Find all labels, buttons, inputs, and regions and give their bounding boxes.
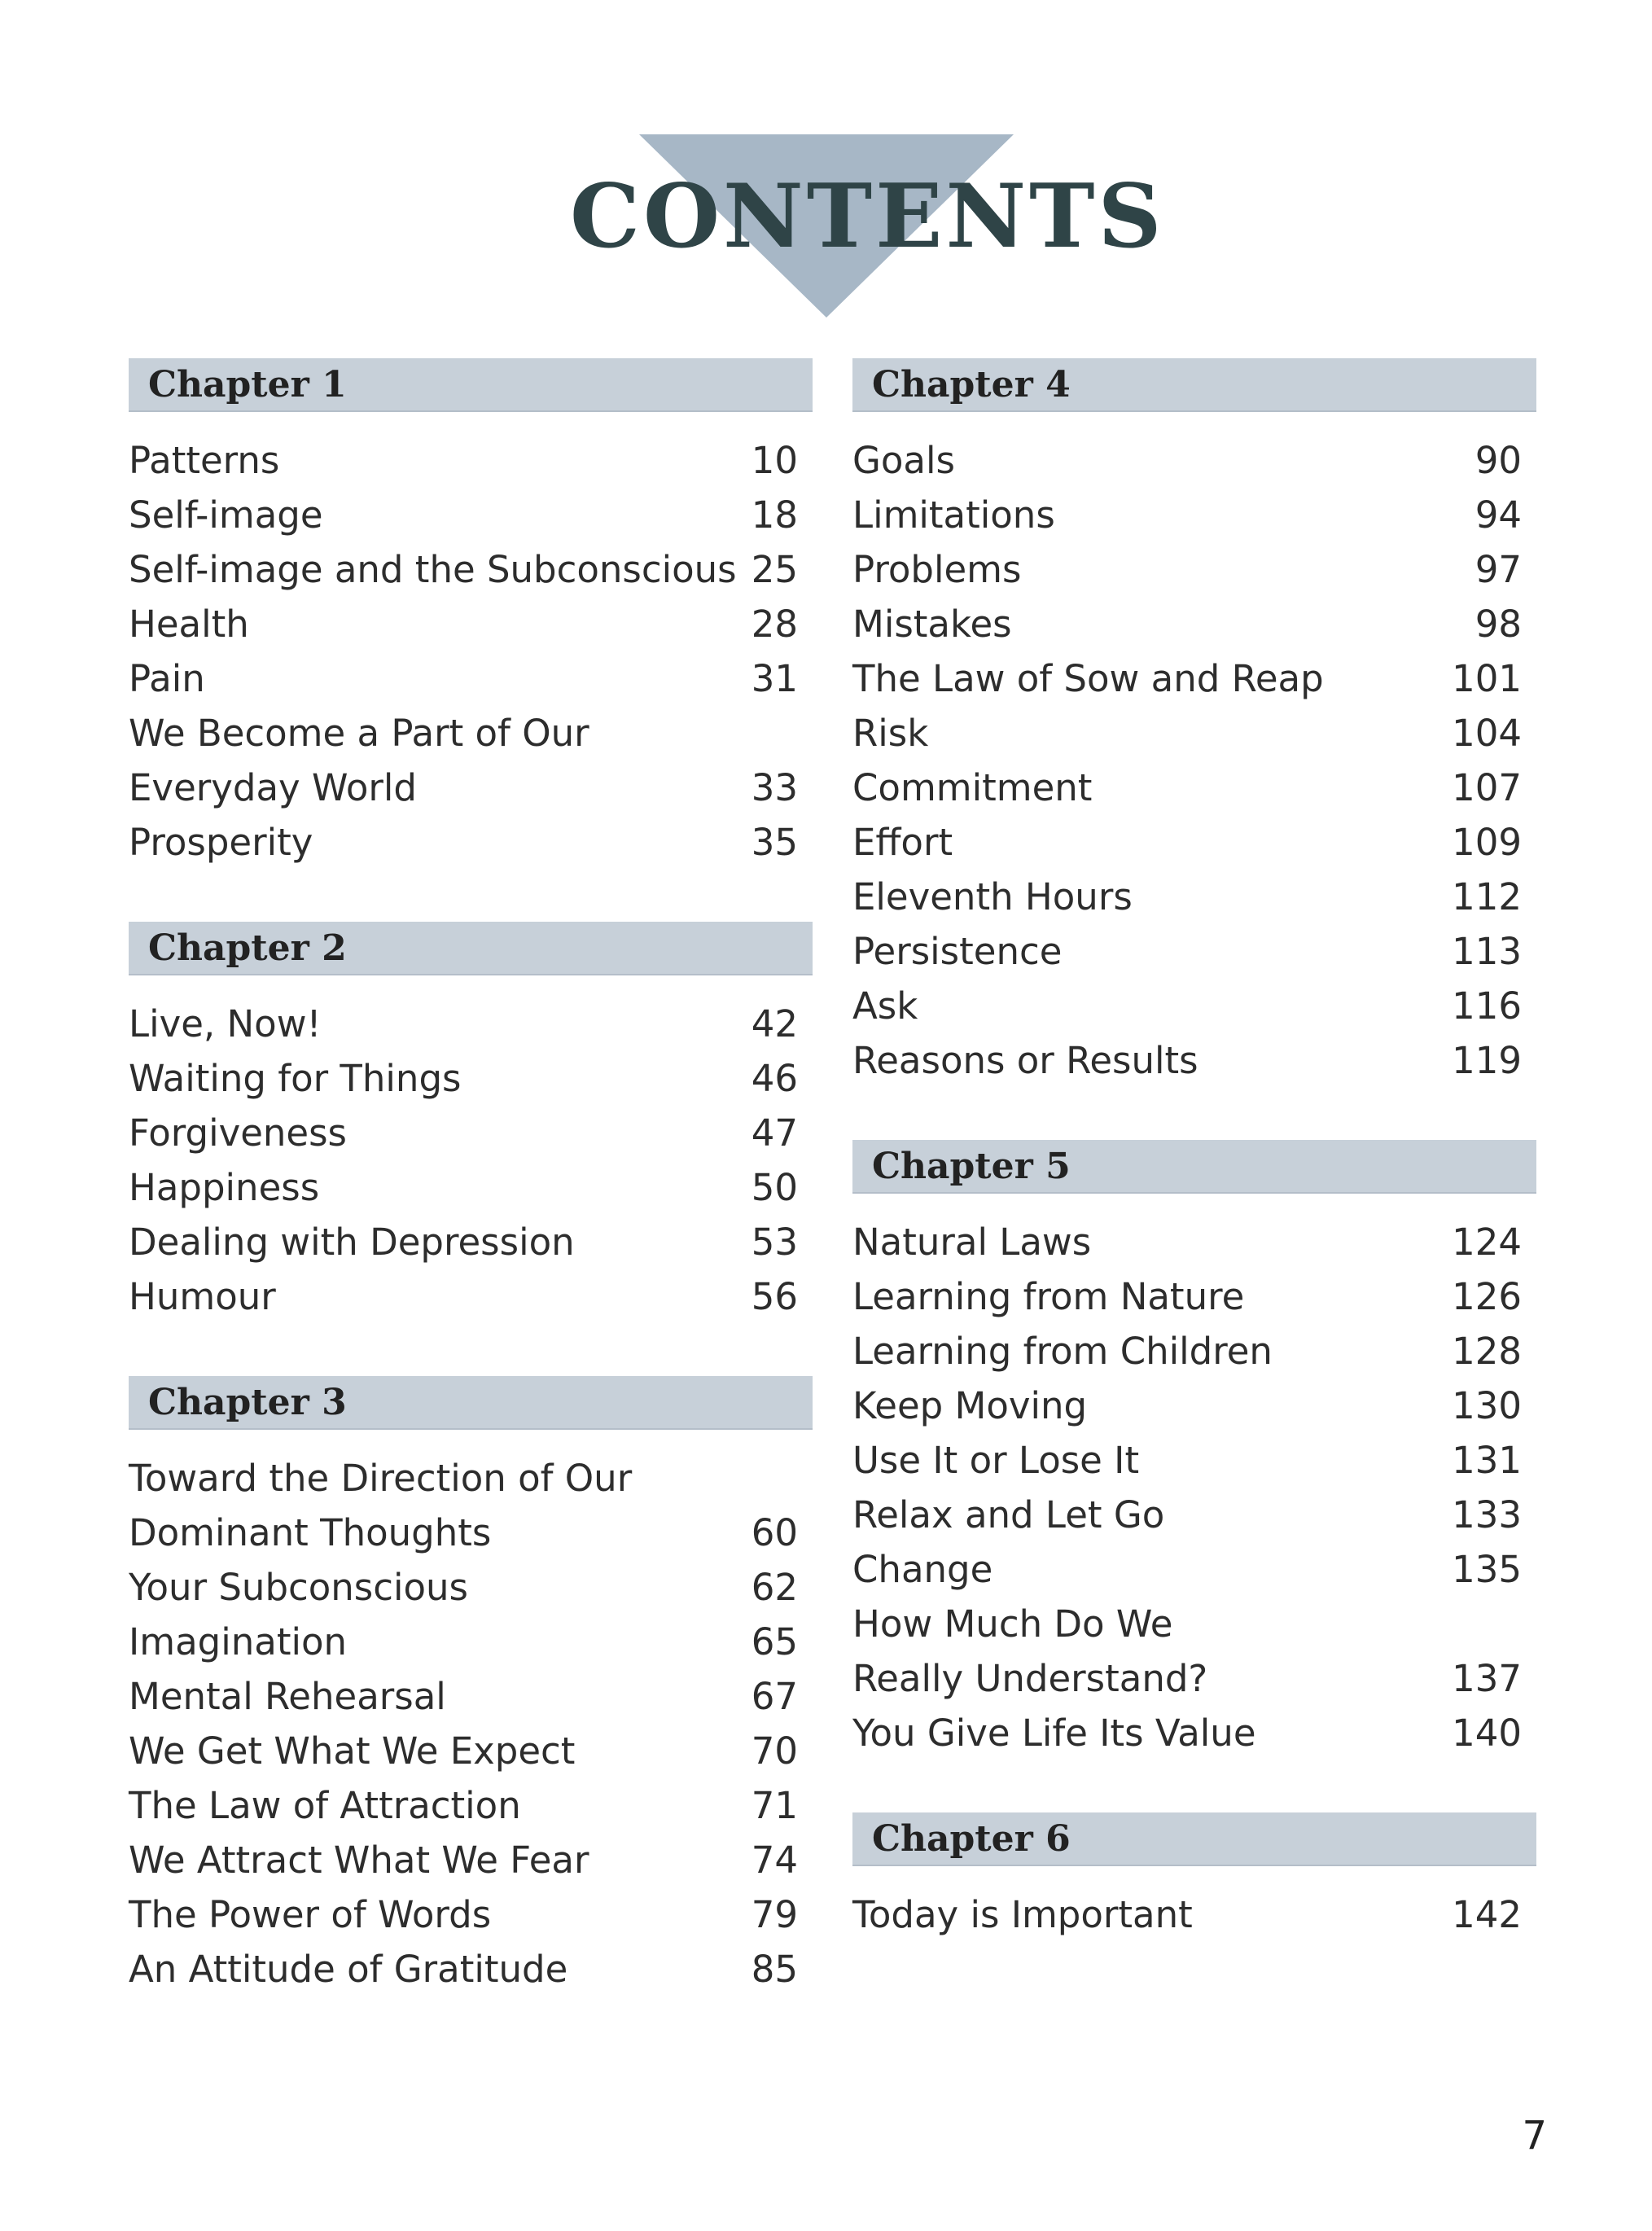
toc-entry <box>129 1106 813 1160</box>
entry-page-number: 109 <box>1452 821 1522 864</box>
chapter-heading: Chapter 5 <box>852 1140 1536 1194</box>
entry-page-number: 18 <box>751 493 798 537</box>
toc-entry <box>852 433 1536 488</box>
toc-entry <box>852 1324 1536 1378</box>
entry-title: You Give Life Its Value <box>852 1712 1256 1755</box>
entry-title: Pain <box>129 657 205 700</box>
entry-page-number: 67 <box>751 1675 798 1718</box>
toc-entry <box>129 1724 813 1778</box>
entry-title: Imagination <box>129 1620 348 1663</box>
entry-page-number: 42 <box>751 1002 798 1045</box>
entry-page-number: 35 <box>751 821 798 864</box>
entry-page-number: 33 <box>751 766 798 809</box>
toc-entry <box>129 815 813 870</box>
chapter-section <box>852 1812 1536 1942</box>
entry-title: Change <box>852 1548 993 1591</box>
toc-entry <box>129 542 813 597</box>
entry-title: The Law of Sow and Reap <box>852 657 1324 700</box>
entry-title: Keep Moving <box>852 1384 1088 1427</box>
entry-title: Happiness <box>129 1166 320 1209</box>
entry-title: Eleventh Hours <box>852 875 1133 918</box>
entry-title: The Power of Words <box>129 1893 492 1936</box>
toc-entry <box>129 433 813 488</box>
entry-page-number: 31 <box>751 657 798 700</box>
entry-title: How Much Do We <box>852 1602 1173 1646</box>
entry-title: Relax and Let Go <box>852 1493 1165 1536</box>
toc-entry <box>852 1269 1536 1324</box>
entry-title: Ask <box>852 984 918 1028</box>
chapter-gap <box>129 1324 813 1376</box>
entry-title: Your Subconscious <box>129 1566 468 1609</box>
entry-page-number: 90 <box>1475 439 1522 482</box>
entry-page-number: 116 <box>1452 984 1522 1028</box>
toc-entry <box>129 1942 813 1997</box>
toc-entry <box>129 1778 813 1833</box>
entry-page-number: 124 <box>1452 1221 1522 1264</box>
entry-title: Forgiveness <box>129 1111 348 1155</box>
entry-title: Prosperity <box>129 821 313 864</box>
entry-page-number: 62 <box>751 1566 798 1609</box>
entry-title: The Law of Attraction <box>129 1784 521 1827</box>
entry-page-number: 113 <box>1452 930 1522 973</box>
toc-entry <box>129 1269 813 1324</box>
toc-entry <box>852 1597 1536 1651</box>
toc-entry <box>129 1669 813 1724</box>
entry-page-number: 130 <box>1452 1384 1522 1427</box>
toc-entry <box>852 706 1536 760</box>
entry-page-number: 10 <box>751 439 798 482</box>
entry-page-number: 46 <box>751 1057 798 1100</box>
entry-page-number: 53 <box>751 1221 798 1264</box>
entry-page-number: 47 <box>751 1111 798 1155</box>
entry-title: Effort <box>852 821 953 864</box>
entry-page-number: 112 <box>1452 875 1522 918</box>
toc-entry <box>852 597 1536 651</box>
entry-title: Patterns <box>129 439 280 482</box>
toc-entry <box>852 1706 1536 1760</box>
entry-page-number: 133 <box>1452 1493 1522 1536</box>
toc-entry <box>129 597 813 651</box>
entry-page-number: 25 <box>751 548 798 591</box>
entry-page-number: 140 <box>1452 1712 1522 1755</box>
chapter-entries <box>129 433 813 870</box>
toc-entry <box>852 1433 1536 1488</box>
chapter-entries <box>852 433 1536 1088</box>
chapter-heading: Chapter 3 <box>129 1376 813 1430</box>
toc-entry <box>129 651 813 706</box>
toc-entry <box>852 1542 1536 1597</box>
entry-page-number: 135 <box>1452 1548 1522 1591</box>
toc-entry <box>129 1215 813 1269</box>
chapter-section <box>129 922 813 1324</box>
entry-title: Dominant Thoughts <box>129 1511 492 1554</box>
entry-title: Risk <box>852 712 929 755</box>
entry-title: Mistakes <box>852 603 1012 646</box>
chapter-heading: Chapter 4 <box>852 358 1536 412</box>
toc-entry <box>852 1033 1536 1088</box>
entry-page-number: 107 <box>1452 766 1522 809</box>
entry-title: Commitment <box>852 766 1093 809</box>
toc-entry <box>852 1887 1536 1942</box>
entry-page-number: 74 <box>751 1839 798 1882</box>
entry-page-number: 70 <box>751 1729 798 1773</box>
entry-title: Learning from Nature <box>852 1275 1245 1318</box>
chapter-section <box>852 1140 1536 1760</box>
entry-page-number: 97 <box>1475 548 1522 591</box>
entry-page-number: 50 <box>751 1166 798 1209</box>
entry-title: Really Understand? <box>852 1657 1208 1700</box>
chapter-entries <box>852 1887 1536 1942</box>
toc-entry <box>852 870 1536 924</box>
toc-entry <box>852 1651 1536 1706</box>
entry-page-number: 142 <box>1452 1893 1522 1936</box>
chapter-section <box>852 358 1536 1088</box>
entry-title: Dealing with Depression <box>129 1221 575 1264</box>
toc-entry <box>852 924 1536 979</box>
entry-title: Health <box>129 603 249 646</box>
toc-entry <box>129 1160 813 1215</box>
chapter-gap <box>852 1088 1536 1140</box>
entry-title: Self-image <box>129 493 323 537</box>
toc-entry <box>129 706 813 760</box>
entry-page-number: 85 <box>751 1948 798 1991</box>
title-block <box>570 134 1165 322</box>
entry-page-number: 28 <box>751 603 798 646</box>
chapter-entries <box>852 1215 1536 1760</box>
entry-title: Waiting for Things <box>129 1057 462 1100</box>
entry-page-number: 71 <box>751 1784 798 1827</box>
toc-entry <box>129 1506 813 1560</box>
entry-title: Use It or Lose It <box>852 1439 1140 1482</box>
chapter-entries <box>129 1451 813 1997</box>
toc-entry <box>129 1051 813 1106</box>
chapter-heading: Chapter 2 <box>129 922 813 975</box>
toc-entry <box>129 1615 813 1669</box>
toc-entry <box>852 651 1536 706</box>
entry-title: Humour <box>129 1275 276 1318</box>
right-column <box>852 358 1536 1942</box>
entry-title: Today is Important <box>852 1893 1193 1936</box>
entry-title: Limitations <box>852 493 1055 537</box>
page-number: 7 <box>1522 2113 1547 2159</box>
toc-entry <box>852 1215 1536 1269</box>
entry-title: Problems <box>852 548 1022 591</box>
chapter-heading: Chapter 1 <box>129 358 813 412</box>
entry-title: Learning from Children <box>852 1330 1273 1373</box>
entry-title: Self-image and the Subconscious <box>129 548 737 591</box>
entry-page-number: 119 <box>1452 1039 1522 1082</box>
chapter-entries <box>129 997 813 1324</box>
entry-page-number: 137 <box>1452 1657 1522 1700</box>
entry-page-number: 94 <box>1475 493 1522 537</box>
entry-page-number: 79 <box>751 1893 798 1936</box>
page-title: CONTENTS <box>570 165 1165 268</box>
entry-page-number: 131 <box>1452 1439 1522 1482</box>
entry-page-number: 65 <box>751 1620 798 1663</box>
toc-entry <box>129 1833 813 1887</box>
chapter-gap <box>129 870 813 922</box>
entry-title: Goals <box>852 439 955 482</box>
entry-title: Toward the Direction of Our <box>129 1457 633 1500</box>
chapter-section <box>129 358 813 870</box>
toc-entry <box>852 815 1536 870</box>
toc-entry <box>852 488 1536 542</box>
entry-title: We Become a Part of Our <box>129 712 589 755</box>
toc-entry <box>129 1560 813 1615</box>
chapter-section <box>129 1376 813 1997</box>
entry-title: We Attract What We Fear <box>129 1839 589 1882</box>
toc-entry <box>852 1378 1536 1433</box>
chapter-gap <box>852 1760 1536 1812</box>
entry-title: Natural Laws <box>852 1221 1092 1264</box>
entry-page-number: 104 <box>1452 712 1522 755</box>
toc-entry <box>129 997 813 1051</box>
entry-title: An Attitude of Gratitude <box>129 1948 568 1991</box>
toc-entry <box>129 1887 813 1942</box>
toc-entry <box>852 979 1536 1033</box>
entry-page-number: 126 <box>1452 1275 1522 1318</box>
toc-entry <box>852 760 1536 815</box>
left-column <box>129 358 813 1997</box>
toc-entry <box>852 1488 1536 1542</box>
entry-title: We Get What We Expect <box>129 1729 576 1773</box>
toc-entry <box>129 488 813 542</box>
entry-title: Everyday World <box>129 766 417 809</box>
entry-title: Mental Rehearsal <box>129 1675 446 1718</box>
entry-page-number: 60 <box>751 1511 798 1554</box>
entry-title: Live, Now! <box>129 1002 322 1045</box>
entry-page-number: 98 <box>1475 603 1522 646</box>
entry-title: Persistence <box>852 930 1063 973</box>
toc-entry <box>852 542 1536 597</box>
entry-title: Reasons or Results <box>852 1039 1198 1082</box>
chapter-heading: Chapter 6 <box>852 1812 1536 1866</box>
toc-entry <box>129 760 813 815</box>
entry-page-number: 56 <box>751 1275 798 1318</box>
toc-entry <box>129 1451 813 1506</box>
entry-page-number: 101 <box>1452 657 1522 700</box>
entry-page-number: 128 <box>1452 1330 1522 1373</box>
